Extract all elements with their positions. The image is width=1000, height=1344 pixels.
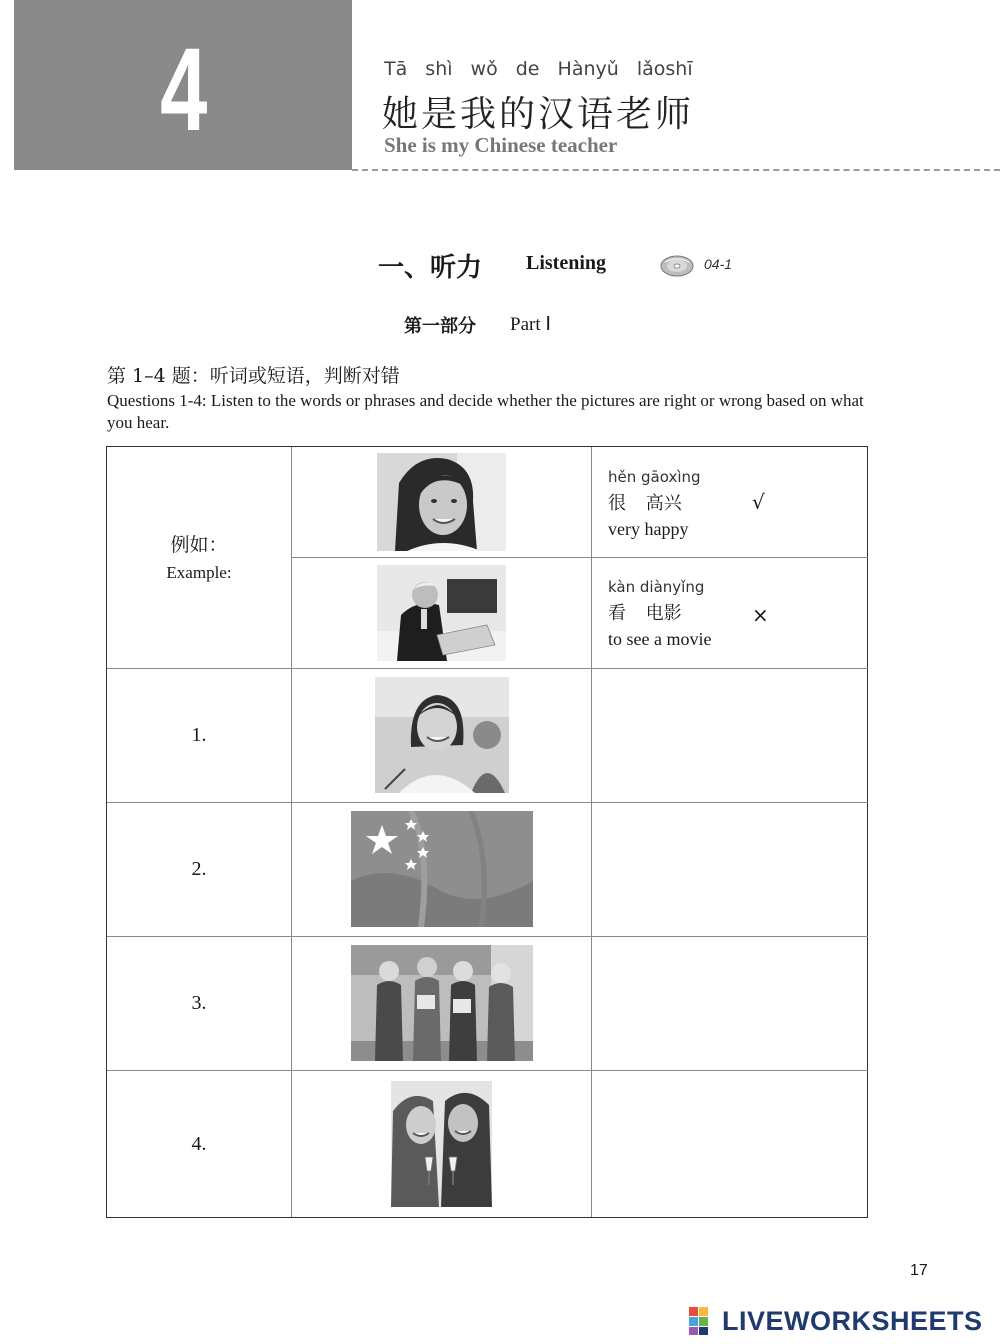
- section-title: 一、听力: [378, 253, 483, 283]
- example-label-chinese: 例如：: [170, 534, 228, 556]
- two-women-toasting-photo: [391, 1081, 492, 1207]
- girls-walking-photo: [351, 945, 533, 1061]
- student-writing-photo: [375, 677, 509, 793]
- example-pinyin: hěn gāoxìng: [608, 468, 701, 486]
- question-number: 1.: [191, 724, 207, 746]
- check-mark: √: [752, 490, 765, 514]
- example-answer: [608, 578, 711, 650]
- brand-name: LIVEWORKSHEETS: [722, 1305, 983, 1336]
- example-english: very happy: [608, 519, 689, 539]
- audio-cd-icon[interactable]: [660, 252, 694, 278]
- man-at-desk-photo: [377, 565, 506, 661]
- table-divider: [107, 668, 868, 669]
- part-title: 第一部分: [404, 316, 476, 337]
- question-number: 2.: [191, 858, 207, 880]
- pinyin-title: Tā shì wǒ de Hànyǔ lǎoshī: [384, 58, 693, 80]
- cross-mark: ×: [752, 603, 769, 627]
- table-divider: [291, 447, 292, 1217]
- instructions-english: Questions 1-4: Listen to the words or phrases and decide whether the pictures are right or wrong based on what you hear.: [107, 391, 864, 432]
- brand-logo[interactable]: [688, 1304, 983, 1338]
- table-divider: [292, 557, 868, 558]
- chinese-flag-photo: [351, 811, 533, 927]
- part-title-english: Part Ⅰ: [510, 314, 551, 335]
- chinese-title: 她是我的汉语老师: [382, 94, 695, 135]
- lesson-number: 4: [160, 24, 206, 156]
- table-divider: [107, 802, 868, 803]
- example-answer: [608, 468, 701, 540]
- section-title-english: Listening: [526, 252, 607, 274]
- example-chinese: 看 电影: [608, 603, 682, 624]
- english-title: She is my Chinese teacher: [384, 133, 618, 157]
- example-label: [107, 530, 291, 583]
- smiling-girl-photo: [377, 453, 506, 551]
- table-divider: [107, 1070, 868, 1071]
- page-number: 17: [910, 1262, 928, 1279]
- example-chinese: 很 高兴: [608, 493, 682, 514]
- example-pinyin: kàn diànyǐng: [608, 578, 705, 596]
- liveworksheets-icon: [688, 1306, 718, 1336]
- instructions-chinese: 第 1–4 题：听词或短语，判断对错: [107, 365, 400, 387]
- table-divider: [107, 936, 868, 937]
- header-dashed-line: [352, 169, 1000, 171]
- example-label-english: Example:: [166, 563, 232, 582]
- example-english: to see a movie: [608, 629, 712, 649]
- question-number: 3.: [191, 992, 207, 1014]
- track-number: 04-1: [704, 256, 733, 272]
- question-number: 4.: [191, 1133, 207, 1155]
- table-divider: [591, 447, 592, 1217]
